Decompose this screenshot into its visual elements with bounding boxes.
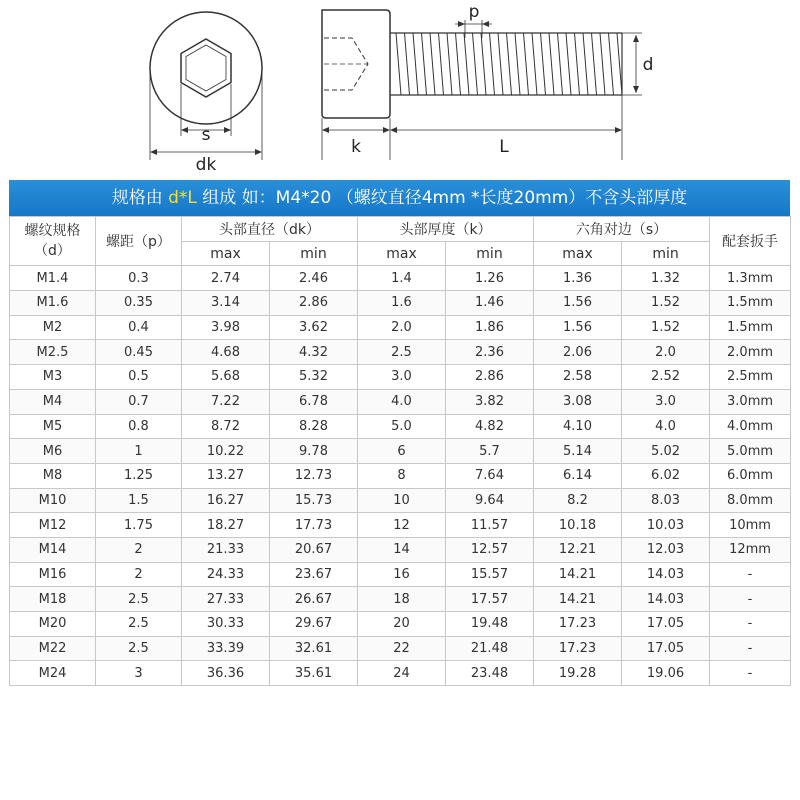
cell-k-max: 16 [358,562,446,587]
cell-wrench: 2.5mm [710,365,791,390]
cell-spec: M2.5 [10,340,96,365]
cell-spec: M2 [10,315,96,340]
cell-wrench: 2.0mm [710,340,791,365]
cell-k-min: 2.36 [446,340,534,365]
cell-pitch: 2.5 [96,587,182,612]
cell-spec: M1.4 [10,266,96,291]
cell-spec: M20 [10,612,96,637]
cell-dk-min: 9.78 [270,439,358,464]
header-max: max [358,241,446,266]
spec-table [9,216,791,686]
cell-dk-min: 23.67 [270,562,358,587]
label-s: s [201,125,211,145]
cell-s-max: 6.14 [534,463,622,488]
cell-pitch: 0.7 [96,389,182,414]
cell-wrench: 3.0mm [710,389,791,414]
label-d: d [642,55,654,75]
cell-dk-min: 5.32 [270,365,358,390]
cell-pitch: 1.75 [96,513,182,538]
table-row [10,315,791,340]
cell-dk-max: 33.39 [182,636,270,661]
cell-k-max: 22 [358,636,446,661]
cell-k-min: 3.82 [446,389,534,414]
cell-dk-max: 36.36 [182,661,270,686]
cell-dk-max: 3.98 [182,315,270,340]
table-row [10,636,791,661]
cell-spec: M1.6 [10,291,96,316]
cell-dk-min: 4.32 [270,340,358,365]
cell-s-max: 2.58 [534,365,622,390]
cell-k-max: 1.4 [358,266,446,291]
cell-k-max: 3.0 [358,365,446,390]
cell-dk-max: 7.22 [182,389,270,414]
cell-dk-min: 2.46 [270,266,358,291]
header-pitch: 螺距（p） [96,217,182,266]
cell-spec: M22 [10,636,96,661]
cell-dk-max: 2.74 [182,266,270,291]
thread-side-view [390,33,622,95]
cell-pitch: 0.45 [96,340,182,365]
header-wrench: 配套扳手 [710,217,791,266]
cell-dk-min: 17.73 [270,513,358,538]
cell-k-min: 1.46 [446,291,534,316]
cell-pitch: 2 [96,537,182,562]
header-max: max [534,241,622,266]
cell-s-min: 5.02 [622,439,710,464]
cell-pitch: 3 [96,661,182,686]
header-spec: 螺纹规格（d） [10,217,96,266]
cell-pitch: 0.4 [96,315,182,340]
cell-s-max: 1.36 [534,266,622,291]
cell-spec: M10 [10,488,96,513]
cell-s-max: 19.28 [534,661,622,686]
table-row [10,587,791,612]
cell-s-min: 17.05 [622,612,710,637]
cell-pitch: 1.5 [96,488,182,513]
cell-s-min: 19.06 [622,661,710,686]
cell-pitch: 2.5 [96,636,182,661]
cell-spec: M14 [10,537,96,562]
cell-s-max: 17.23 [534,612,622,637]
table-row [10,513,791,538]
cell-wrench: 12mm [710,537,791,562]
cell-k-max: 24 [358,661,446,686]
cell-s-min: 2.52 [622,365,710,390]
cell-pitch: 1.25 [96,463,182,488]
cell-spec: M5 [10,414,96,439]
cell-s-min: 6.02 [622,463,710,488]
table-row [10,291,791,316]
cell-k-min: 7.64 [446,463,534,488]
cell-s-min: 14.03 [622,562,710,587]
cell-k-max: 5.0 [358,414,446,439]
table-row [10,365,791,390]
cell-s-min: 4.0 [622,414,710,439]
cell-s-max: 3.08 [534,389,622,414]
cell-wrench: 1.5mm [710,291,791,316]
table-row [10,612,791,637]
cell-s-min: 10.03 [622,513,710,538]
cell-wrench: - [710,562,791,587]
cell-wrench: 8.0mm [710,488,791,513]
cell-dk-max: 4.68 [182,340,270,365]
cell-k-max: 14 [358,537,446,562]
cell-spec: M3 [10,365,96,390]
cell-dk-max: 16.27 [182,488,270,513]
label-k: k [351,137,361,157]
table-row [10,488,791,513]
table-row [10,439,791,464]
cell-dk-min: 35.61 [270,661,358,686]
cell-dk-max: 3.14 [182,291,270,316]
cell-wrench: - [710,587,791,612]
cell-s-max: 10.18 [534,513,622,538]
cell-spec: M4 [10,389,96,414]
header-hex-across: 六角对边（s） [534,217,710,242]
cell-pitch: 0.3 [96,266,182,291]
cell-dk-min: 20.67 [270,537,358,562]
cell-k-min: 9.64 [446,488,534,513]
header-head-diameter: 头部直径（dk） [182,217,358,242]
cell-pitch: 1 [96,439,182,464]
cell-dk-min: 29.67 [270,612,358,637]
screw-diagram [0,0,800,178]
cell-dk-min: 12.73 [270,463,358,488]
cell-dk-max: 21.33 [182,537,270,562]
cell-dk-min: 8.28 [270,414,358,439]
cell-k-min: 1.86 [446,315,534,340]
cell-s-min: 17.05 [622,636,710,661]
cell-s-max: 17.23 [534,636,622,661]
cell-dk-max: 24.33 [182,562,270,587]
cell-k-max: 2.0 [358,315,446,340]
cell-s-min: 8.03 [622,488,710,513]
cell-wrench: 6.0mm [710,463,791,488]
cell-s-max: 8.2 [534,488,622,513]
cell-s-min: 1.52 [622,291,710,316]
banner-highlight: d*L [168,188,197,208]
cell-pitch: 2 [96,562,182,587]
cell-dk-min: 3.62 [270,315,358,340]
cell-k-max: 18 [358,587,446,612]
cell-dk-max: 10.22 [182,439,270,464]
cell-spec: M12 [10,513,96,538]
cell-spec: M16 [10,562,96,587]
header-max: max [182,241,270,266]
table-row [10,562,791,587]
cell-spec: M24 [10,661,96,686]
cell-wrench: 4.0mm [710,414,791,439]
spec-table-body [10,266,791,686]
cell-dk-min: 2.86 [270,291,358,316]
cell-k-min: 19.48 [446,612,534,637]
cell-dk-max: 5.68 [182,365,270,390]
cell-s-min: 14.03 [622,587,710,612]
header-min: min [622,241,710,266]
cell-k-min: 5.7 [446,439,534,464]
cell-wrench: - [710,612,791,637]
cell-dk-max: 18.27 [182,513,270,538]
cell-dk-max: 13.27 [182,463,270,488]
cell-dk-max: 27.33 [182,587,270,612]
header-min: min [446,241,534,266]
table-row [10,661,791,686]
table-row [10,389,791,414]
cell-k-max: 12 [358,513,446,538]
cell-pitch: 0.8 [96,414,182,439]
cell-spec: M8 [10,463,96,488]
cell-s-min: 2.0 [622,340,710,365]
cell-k-max: 6 [358,439,446,464]
label-p: p [468,2,480,22]
cell-dk-max: 8.72 [182,414,270,439]
header-head-thickness: 头部厚度（k） [358,217,534,242]
table-row [10,340,791,365]
cell-k-min: 2.86 [446,365,534,390]
cell-s-max: 2.06 [534,340,622,365]
cell-k-min: 1.26 [446,266,534,291]
cell-s-max: 1.56 [534,291,622,316]
cell-s-max: 12.21 [534,537,622,562]
cell-dk-min: 15.73 [270,488,358,513]
table-row [10,463,791,488]
cell-dk-min: 6.78 [270,389,358,414]
banner-suffix: 组成 如：M4*20 （螺纹直径4mm *长度20mm）不含头部厚度 [196,188,688,208]
spec-format-banner [9,180,790,216]
cell-k-min: 23.48 [446,661,534,686]
cell-wrench: 10mm [710,513,791,538]
cell-wrench: 1.5mm [710,315,791,340]
cell-k-max: 4.0 [358,389,446,414]
cell-k-max: 2.5 [358,340,446,365]
cell-spec: M6 [10,439,96,464]
banner-prefix: 规格由 [111,188,169,208]
cell-s-max: 5.14 [534,439,622,464]
cell-k-min: 17.57 [446,587,534,612]
table-row [10,414,791,439]
cell-s-max: 4.10 [534,414,622,439]
cell-k-min: 11.57 [446,513,534,538]
cell-dk-min: 26.67 [270,587,358,612]
cell-pitch: 2.5 [96,612,182,637]
cell-pitch: 0.5 [96,365,182,390]
table-header-row [10,217,791,242]
cell-spec: M18 [10,587,96,612]
cell-wrench: 5.0mm [710,439,791,464]
table-row [10,266,791,291]
label-L: L [499,137,509,157]
cell-s-max: 14.21 [534,587,622,612]
cell-s-max: 14.21 [534,562,622,587]
cell-wrench: - [710,636,791,661]
cell-wrench: - [710,661,791,686]
cell-s-min: 1.52 [622,315,710,340]
cell-k-min: 4.82 [446,414,534,439]
cell-s-min: 3.0 [622,389,710,414]
cell-k-max: 1.6 [358,291,446,316]
cell-dk-max: 30.33 [182,612,270,637]
cell-k-max: 10 [358,488,446,513]
label-dk: dk [195,155,217,175]
cell-s-max: 1.56 [534,315,622,340]
cell-wrench: 1.3mm [710,266,791,291]
cell-k-min: 15.57 [446,562,534,587]
cell-dk-min: 32.61 [270,636,358,661]
table-row [10,537,791,562]
cell-s-min: 1.32 [622,266,710,291]
cell-k-min: 21.48 [446,636,534,661]
cell-k-max: 20 [358,612,446,637]
cell-k-min: 12.57 [446,537,534,562]
cell-pitch: 0.35 [96,291,182,316]
header-min: min [270,241,358,266]
cell-s-min: 12.03 [622,537,710,562]
head-side-view [322,10,390,118]
cell-k-max: 8 [358,463,446,488]
